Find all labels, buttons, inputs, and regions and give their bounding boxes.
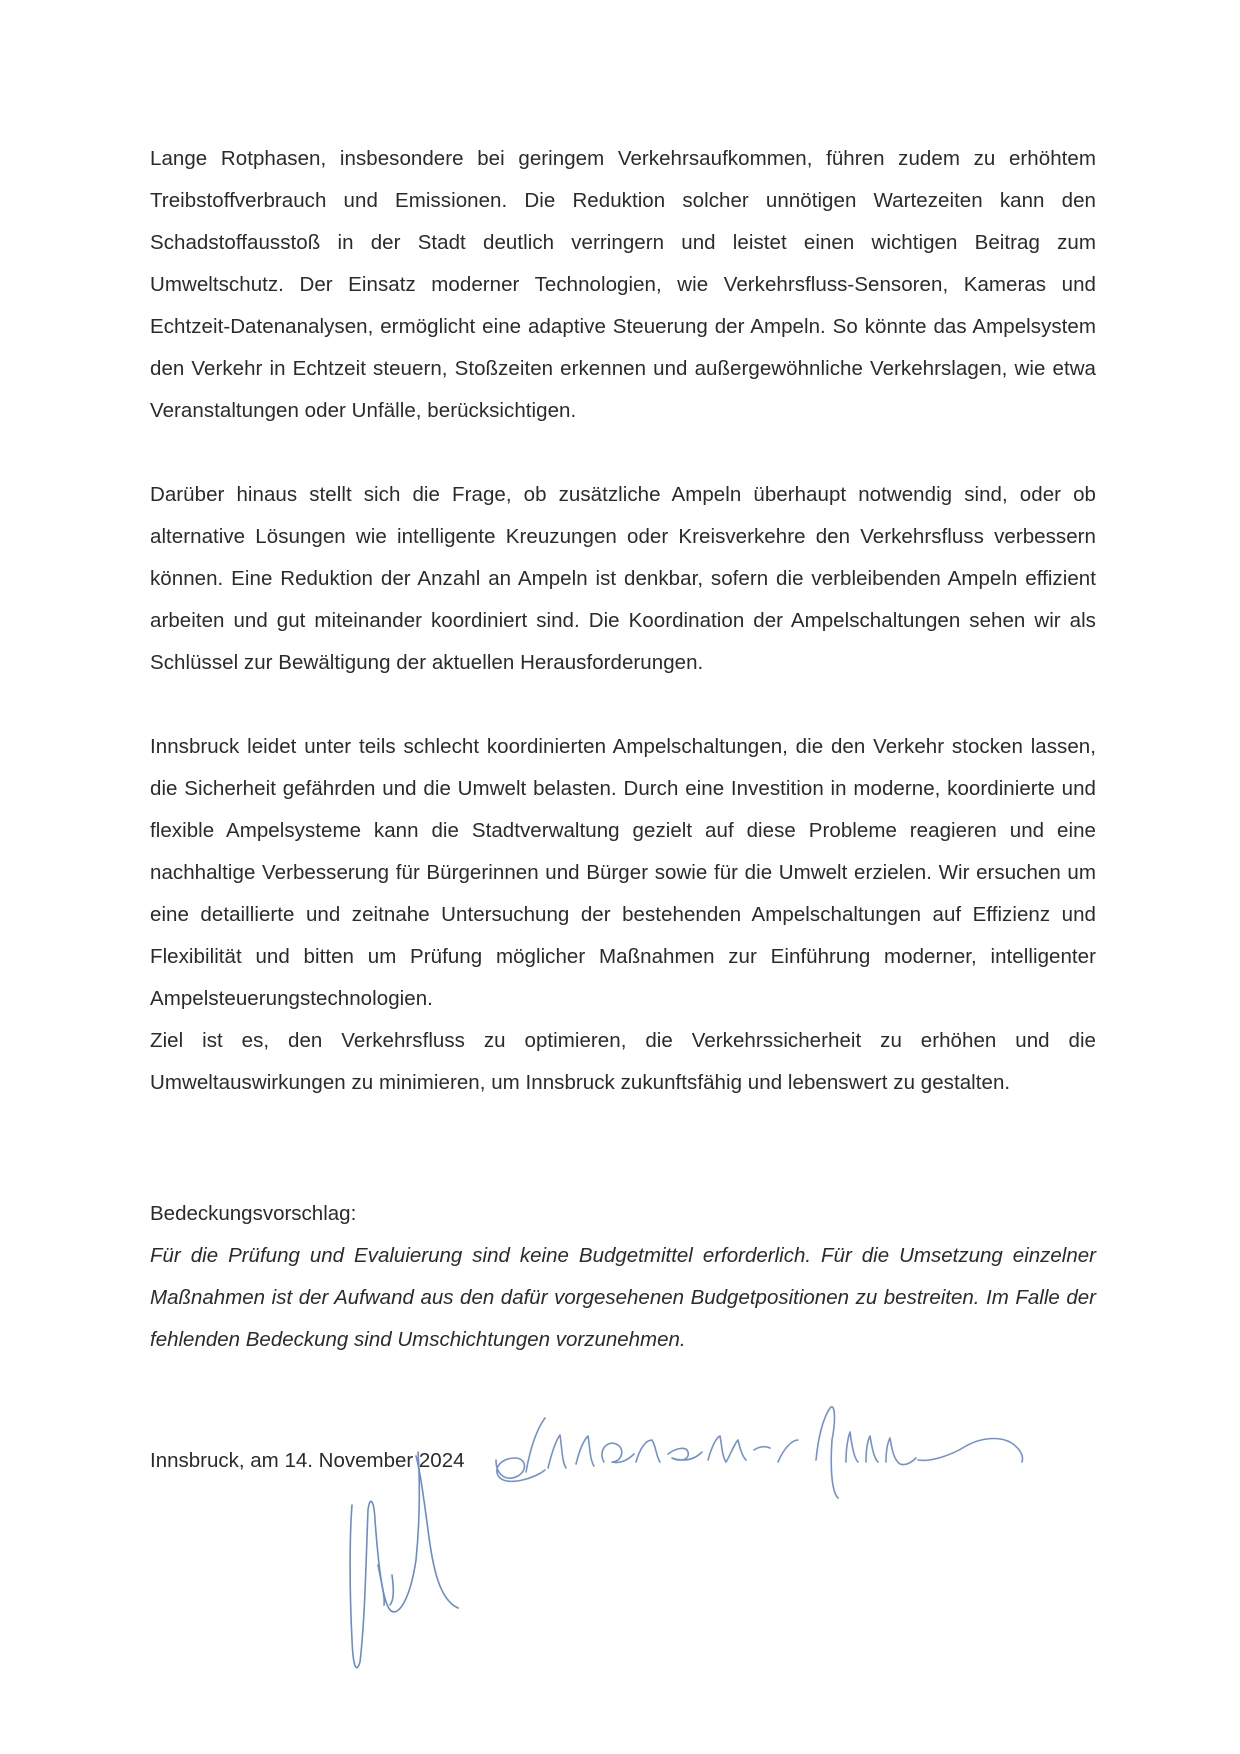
document-body — [150, 138, 1096, 1104]
paragraph-goal: Ziel ist es, den Verkehrsfluss zu optimieren, die Verkehrssicherheit zu erhöhen und die Umweltauswirkungen zu minimieren, um Innsbruck zukunftsfähig und lebenswert zu gestalten. — [150, 1029, 1096, 1094]
paragraph-innsbruck-request: Innsbruck leidet unter teils schlecht koordinierten Ampelschaltungen, die den Verkehr stocken lassen, die Sicherheit gefährden und die Umwelt belasten. Durch eine Investition in moderne, koordinierte und flexible Ampelsysteme kann die Stadtverwaltung gezielt auf diese Probleme reagieren und eine nachhaltige Verbesserung für Bürgerinnen und Bürger sowie für die Umwelt erzielen. Wir ersuchen um eine detaillierte und zeitnahe Untersuchung der bestehenden Ampelschaltungen auf Effizienz und Flexibilität und bitten um Prüfung möglicher Maßnahmen zur Einführung moderner, intelligenter Ampelsteuerungstechnologien. — [150, 735, 1096, 1010]
paragraph-alternative-solutions: Darüber hinaus stellt sich die Frage, ob zusätzliche Ampeln überhaupt notwendig sind, oder ob alternative Lösungen wie intelligente Kreuzungen oder Kreisverkehre den Verkehrsfluss verbessern können. Eine Reduktion der Anzahl an Ampeln ist denkbar, sofern die verbleibenden Ampeln effizient arbeiten und gut miteinander koordiniert sind. Die Koordination der Ampelschaltungen sehen wir als Schlüssel zur Bewältigung der aktuellen Herausforderungen. — [150, 483, 1096, 674]
signature-two — [496, 1407, 1023, 1498]
bedeckung-label: Bedeckungsvorschlag: — [150, 1202, 357, 1225]
bedeckung-text: Für die Prüfung und Evaluierung sind keine Budgetmittel erforderlich. Für die Umsetzung einzelner Maßnahmen ist der Aufwand aus den dafür vorgesehenen Budgetpositionen zu bestreiten. Im Falle der fehlenden Bedeckung sind Umschichtungen vorzunehmen. — [150, 1244, 1096, 1351]
place-date: Innsbruck, am 14. November 2024 — [150, 1449, 465, 1472]
paragraph-traffic-emissions: Lange Rotphasen, insbesondere bei geringem Verkehrsaufkommen, führen zudem zu erhöhtem Treibstoffverbrauch und Emissionen. Die Reduktion solcher unnötigen Wartezeiten kann den Schadstoffausstoß in der Stadt deutlich verringern und leistet einen wichtigen Beitrag zum Umweltschutz. Der Einsatz moderner Technologien, wie Verkehrsfluss-Sensoren, Kameras und Echtzeit-Datenanalysen, ermöglicht eine adaptive Steuerung der Ampeln. So könnte das Ampelsystem den Verkehr in Echtzeit steuern, Stoßzeiten erkennen und außergewöhnliche Verkehrslagen, wie etwa Veranstaltungen oder Unfälle, berücksichtigen. — [150, 147, 1096, 422]
signature-one — [350, 1452, 458, 1668]
